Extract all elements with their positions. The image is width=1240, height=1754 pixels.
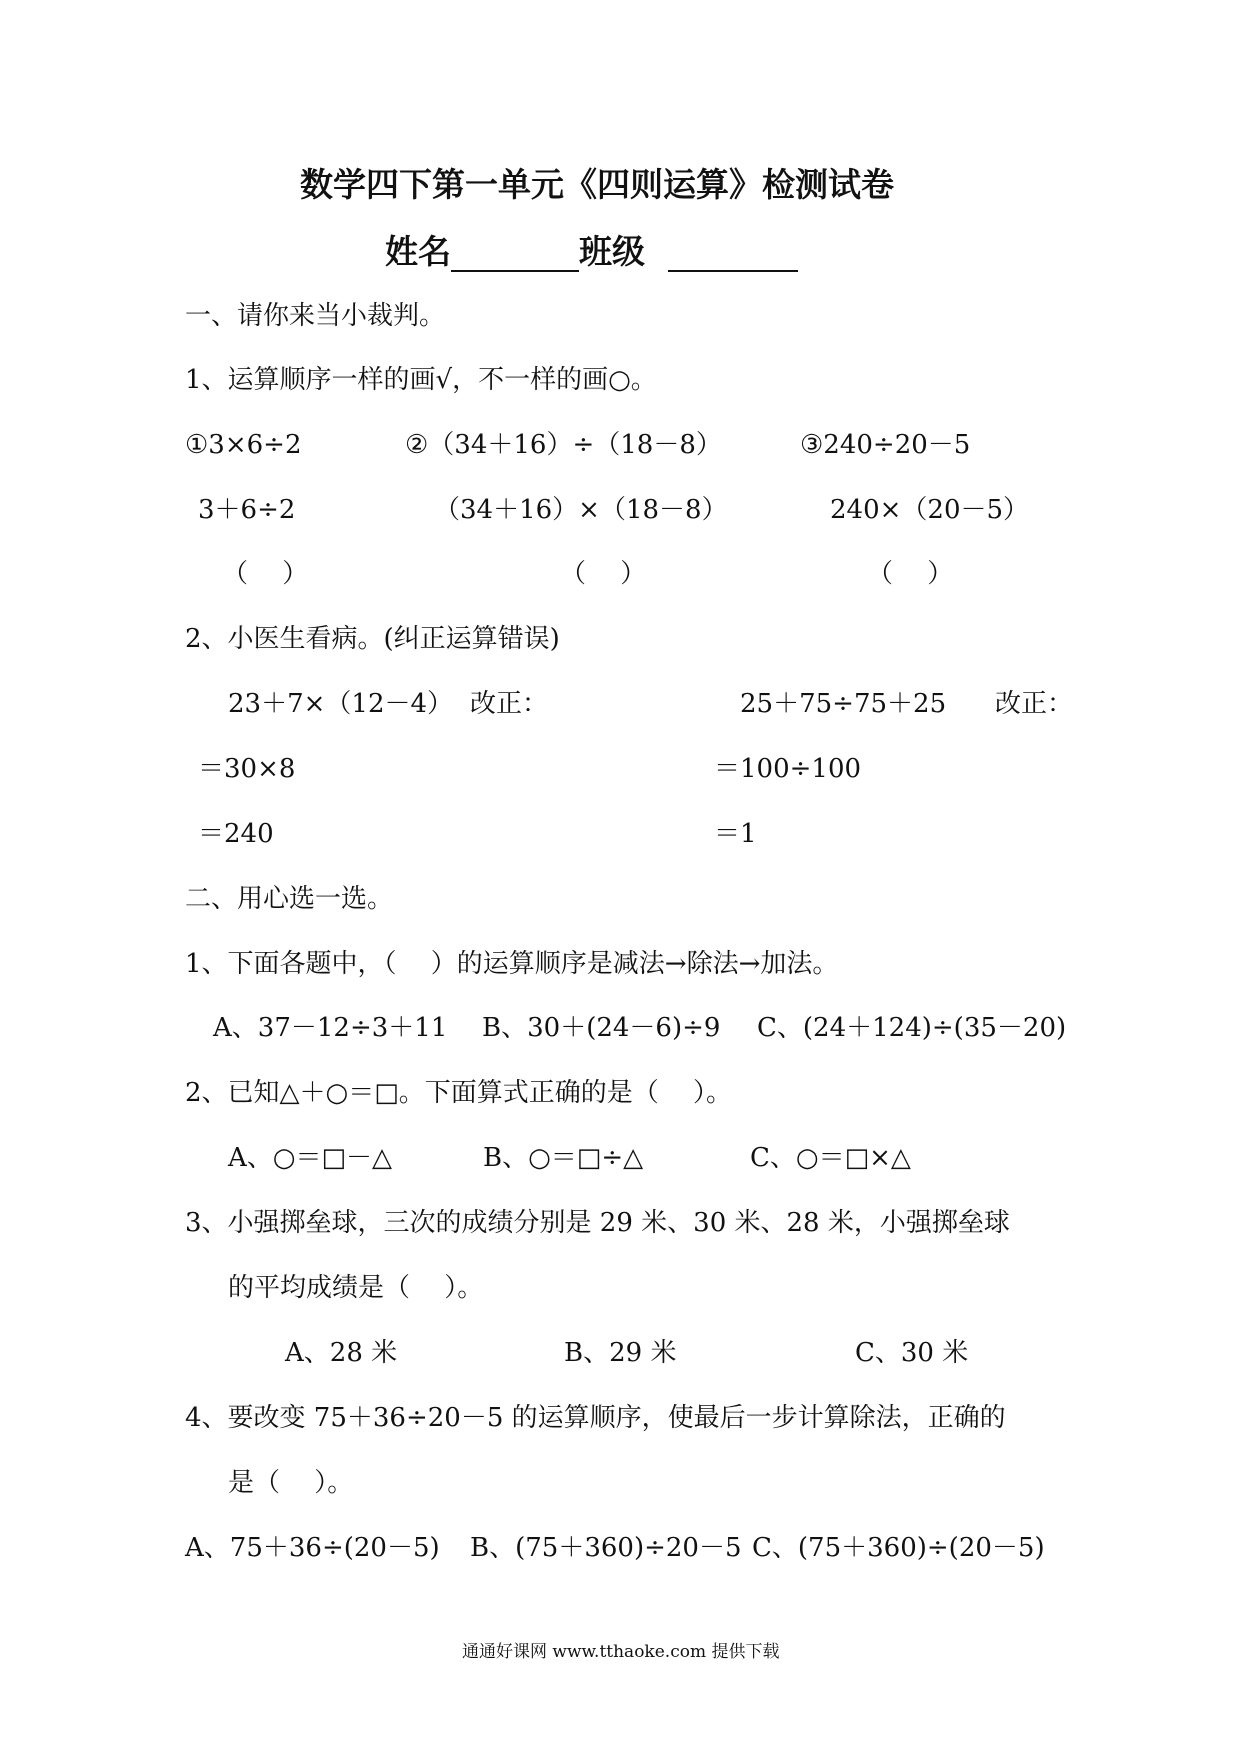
s2-q2-option-c[interactable]: C、○＝□×△ bbox=[750, 1143, 911, 1173]
student-info bbox=[385, 232, 798, 272]
s2-q4-option-a[interactable]: A、75＋36÷(20－5) bbox=[185, 1533, 440, 1563]
s2-q2-text: 2、已知△＋○＝□。下面算式正确的是（ ）。 bbox=[185, 1078, 733, 1108]
s2-q3-option-a[interactable]: A、28 米 bbox=[285, 1338, 398, 1368]
s1-q1-item3-expr1: ③240÷20－5 bbox=[800, 430, 971, 460]
page-title: 数学四下第一单元《四则运算》检测试卷 bbox=[300, 165, 894, 204]
s2-q3-text-cont: 的平均成绩是（ ）。 bbox=[228, 1273, 484, 1303]
s1-q2-right-step1: ＝100÷100 bbox=[714, 754, 862, 784]
s1-q2-left-expr: 23＋7×（12－4） bbox=[228, 689, 454, 719]
s1-q1-item1-expr1: ①3×6÷2 bbox=[185, 430, 302, 460]
s2-q2-option-b[interactable]: B、○＝□÷△ bbox=[483, 1143, 644, 1173]
s2-q4-option-c[interactable]: C、(75＋360)÷(20－5) bbox=[752, 1533, 1045, 1563]
s1-q2-right-step2: ＝1 bbox=[714, 819, 757, 849]
s2-q1-text: 1、下面各题中，（ ）的运算顺序是减法→除法→加法。 bbox=[185, 949, 839, 979]
s1-q1-text: 1、运算顺序一样的画√，不一样的画○。 bbox=[185, 365, 657, 395]
s2-q3-option-c[interactable]: C、30 米 bbox=[855, 1338, 969, 1368]
s1-q2-left-fix-label: 改正： bbox=[470, 689, 549, 719]
class-label: 班级 bbox=[579, 232, 645, 271]
s2-q1-option-b[interactable]: B、30＋(24－6)÷9 bbox=[482, 1013, 721, 1043]
s2-q2-option-a[interactable]: A、○＝□－△ bbox=[228, 1143, 393, 1173]
s2-q3-text: 3、小强掷垒球，三次的成绩分别是 29 米、30 米、28 米，小强掷垒球 bbox=[185, 1208, 1010, 1238]
s1-q1-item3-answer[interactable]: （ ） bbox=[867, 559, 954, 589]
s1-q2-text: 2、小医生看病。(纠正运算错误) bbox=[185, 624, 560, 654]
s2-q3-option-b[interactable]: B、29 米 bbox=[564, 1338, 677, 1368]
s1-q2-left-step2: ＝240 bbox=[198, 819, 274, 849]
section2-heading: 二、用心选一选。 bbox=[185, 884, 394, 914]
s1-q1-item2-answer[interactable]: （ ） bbox=[560, 559, 647, 589]
footer-text: 通通好课网 www.tthaoke.com 提供下载 bbox=[462, 1642, 780, 1662]
s2-q1-option-c[interactable]: C、(24＋124)÷(35－20) bbox=[757, 1013, 1067, 1043]
s1-q1-item3-expr2: 240×（20－5） bbox=[830, 495, 1030, 525]
name-blank[interactable] bbox=[451, 240, 579, 272]
s1-q1-item1-expr2: 3＋6÷2 bbox=[198, 495, 296, 525]
class-blank[interactable] bbox=[668, 240, 798, 272]
name-label: 姓名 bbox=[385, 232, 451, 271]
s1-q2-left-step1: ＝30×8 bbox=[198, 754, 296, 784]
s2-q4-option-b[interactable]: B、(75＋360)÷20－5 bbox=[470, 1533, 742, 1563]
s1-q2-right-expr: 25＋75÷75＋25 bbox=[740, 689, 947, 719]
s1-q1-item2-expr2: （34＋16）×（18－8） bbox=[434, 495, 728, 525]
s2-q4-text-cont: 是（ ）。 bbox=[228, 1468, 354, 1498]
section1-heading: 一、请你来当小裁判。 bbox=[185, 301, 446, 331]
s1-q2-right-fix-label: 改正： bbox=[995, 689, 1074, 719]
s1-q1-item2-expr1: ②（34＋16）÷（18－8） bbox=[405, 430, 722, 460]
s2-q4-text: 4、要改变 75＋36÷20－5 的运算顺序，使最后一步计算除法，正确的 bbox=[185, 1403, 1006, 1433]
s2-q1-option-a[interactable]: A、37－12÷3＋11 bbox=[213, 1013, 448, 1043]
s1-q1-item1-answer[interactable]: （ ） bbox=[222, 559, 309, 589]
